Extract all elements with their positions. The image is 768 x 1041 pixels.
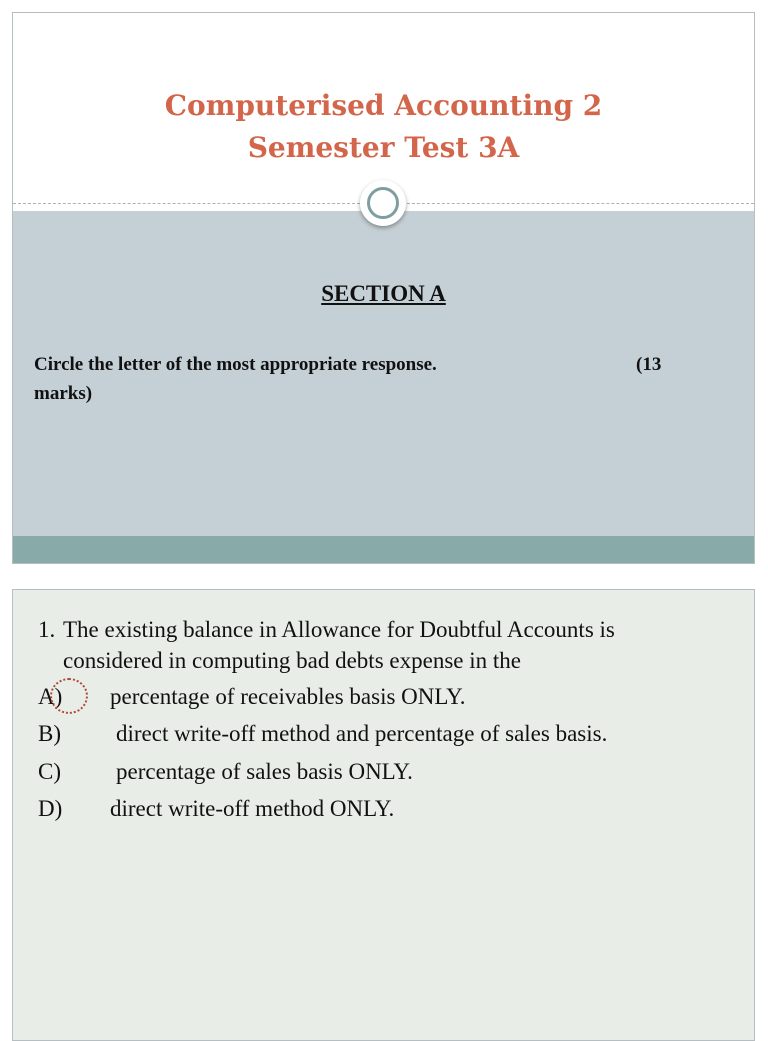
instruction-text [34,350,674,408]
option-text: direct write-off method and percentage of sales basis. [116,721,608,746]
question-text: The existing balance in Allowance for Doubtful Accounts is considered in computing bad debts expense in the [63,617,615,673]
question-slide [12,589,755,1041]
option-letter: D) [38,796,63,821]
option-text: percentage of receivables basis ONLY. [110,684,466,709]
option-letter: B) [38,721,61,746]
footer-bar [13,536,754,563]
question-number: 1. [38,617,56,642]
option-letter: C) [38,759,61,784]
option-letter: A) [38,684,63,709]
marks-close: marks) [34,383,93,404]
instruction-sentence: Circle the letter of the most appropriate response. [34,354,437,375]
ornament-inner-ring [367,187,399,219]
ring-ornament-icon [360,180,406,226]
marks-open: (13 [636,354,662,375]
title-line-1: Computerised Accounting 2 [164,89,603,122]
section-heading: SECTION A [321,281,446,306]
slide-title [13,85,754,169]
title-line-2: Semester Test 3A [247,131,520,164]
hand-drawn-circle-icon [50,678,88,714]
option-text: percentage of sales basis ONLY. [116,759,413,784]
option-text: direct write-off method ONLY. [110,796,395,821]
title-slide [12,12,755,564]
